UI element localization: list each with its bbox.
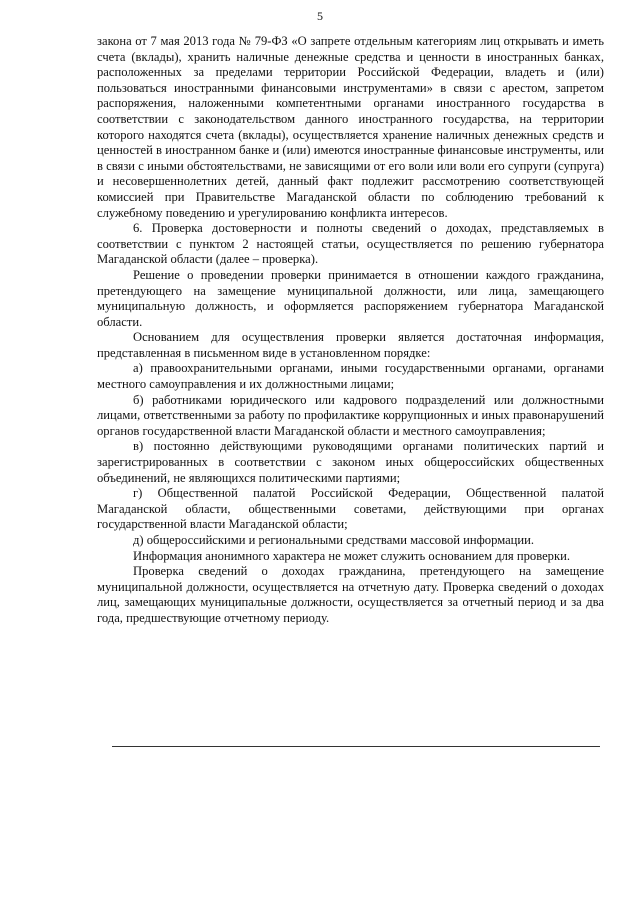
- list-item-v: в) постоянно действующими руководящими органами политических партий и зарегистрированных в соответствии с законом иных общероссийских общественных объединений, не являющихся политическими партиями;: [97, 439, 604, 485]
- list-item-g: г) Общественной палатой Российской Федерации, Общественной палатой Магаданской области, общественными советами, действующими при органах государственной власти Магаданской области;: [97, 486, 604, 532]
- page-number: 5: [317, 9, 323, 23]
- horizontal-rule: [112, 746, 600, 747]
- paragraph-reporting-date: Проверка сведений о доходах гражданина, претендующего на замещение муниципальной должности, осуществляется на отчетную дату. Проверка сведений о доходах лиц, замещающих муниципальные должности, осуществляется за отчетный период и за два года, предшествующие отчетному периоду.: [97, 564, 604, 625]
- paragraph-item-6: 6. Проверка достоверности и полноты сведений о доходах, представляемых в соответствии с пунктом 2 настоящей статьи, осуществляется по решению губернатора Магаданской области (далее – проверка).: [97, 221, 604, 267]
- list-item-a: а) правоохранительными органами, иными государственными органами, органами местного самоуправления и их должностными лицами;: [97, 361, 604, 392]
- list-item-b: б) работниками юридического или кадрового подразделений или должностными лицами, ответственными за работу по профилактике коррупционных и иных правонарушений органов государственной власти Магаданской области и местного самоуправления;: [97, 392, 604, 438]
- paragraph-decision: Решение о проведении проверки принимается в отношении каждого гражданина, претендующего на замещение муниципальной должности, или лица, замещающего муниципальную должность, и оформляется распоряжением губернатора Магаданской области.: [97, 267, 604, 329]
- paragraph-continuation: закона от 7 мая 2013 года № 79-ФЗ «О запрете отдельным категориям лиц открывать и иметь счета (вклады), хранить наличные денежные средства и ценности в иностранных банках, расположенных за пределами территории Российской Федерации, владеть и (или) пользоваться иностранными финансовыми инструментами» в связи с арестом, запретом распоряжения, наложенными компетентными органами иностранного государства в соответствии с законодательством данного иностранного государства, на территории которого находятся счета (вклады), осуществляется хранение наличных денежных средств и ценностей в иностранном банке и (или) имеются иностранные финансовые инструменты, или в связи с иными обстоятельствами, не зависящими от его воли или воли его супруги (супруга) и несовершеннолетних детей, данный факт подлежит рассмотрению соответствующей комиссией при Правительстве Магаданской области по соблюдению требований к служебному поведению и урегулированию конфликта интересов.: [97, 34, 604, 220]
- paragraph-anonymous: Информация анонимного характера не может служить основанием для проверки.: [133, 548, 570, 563]
- document-body: [97, 34, 604, 627]
- paragraph-grounds: Основанием для осуществления проверки является достаточная информация, представленная в письменном виде в установленном порядке:: [97, 330, 604, 360]
- list-item-d: д) общероссийскими и региональными средствами массовой информации.: [133, 533, 535, 547]
